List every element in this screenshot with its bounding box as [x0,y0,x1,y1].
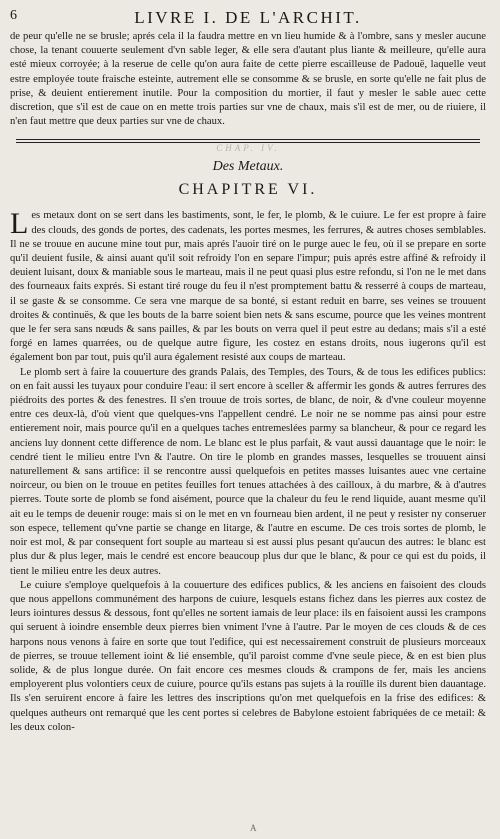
body-paragraph-lead: Le plomb sert à faire la couuerture des grands Palais, des Temples, des Tours, & de tous les edifices publics: on en fait aussi les tuyaux pour conduire l'eau: il sert encore à sceller & affermir les gonds & autres ferrures des piédroits des portes & des fenestres. Il s'en trouue de trois sortes, de blanc, de noir, & d'vne couleur moyenne entre ces deux-là, d'où vient que quelques-vns l'appellent cendré. Le noir ne se nomme pas ainsi pour estre entierement noir, mais pource qu'il en a quelques taches entremeslées parmy sa blancheur, & pour ce regard les anciens luy donnent cette difference de nom. Le blanc est le plus parfait, & vaut aussi dauantage que le noir: le cendré tient le milieu entre l'vn & l'autre. On tire le plomb en grandes masses, lesquelles se trouuent ainsi naturellement & sans artifice: il se rencontre aussi quelquefois en petites masses luisantes auec vne certaine noirceur, ou bien on le trouue en petites feuilles fort tenues attachées à des cailloux, à du marbre, & à d'autres pierres. Toute sorte de plomb se fond aisément, pource que la chaleur du feu le rend liquide, auant mesme qu'il ait eu le temps de deuenir rouge: mais si on le met en vn fourneau bien ardent, il ne peut y resister ny conseruer son espece, tellement qu'vne partie se change en litarge, & l'autre en escume. De ces trois sortes de plomb, le noir est mol, & par consequent fort souple au marteau si est aussi plus pesant qu'aucun des autres: le blanc est plus dur & plus leger, mais le cendré est encore beaucoup plus dur que le blanc, & pour ce qui est du poids, il tient le milieu entre les deux autres. [10,366,486,577]
section-title: Des Metaux. [212,159,284,175]
section-divider [16,139,480,140]
bleed-through-text: CHAP. IV. [216,143,280,154]
signature-mark: A [250,823,257,833]
intro-paragraph: de peur qu'elle ne se brusle; aprés cela il la faudra mettre en vn lieu humide & à l'ombre, sans y mesler aucune chose, la tenant couuerte seulement d'vn sable leger, & elle sera d'autant plus liante & meilleure, qu'elle aura esté mieux corroyée; à la reserue de celle qu'on aura faite de cette pierre escailleuse de Padouë, laquelle veut estre employée toute fraische esteinte, autrement elle se consomme & se brusle, en sorte qu'elle ne fait plus de prise, & deuient entierement inutile. Pour la composition du mortier, il faut y mesler le sable auec cette discretion, que s'il est de caue on en mette trois parties sur vne de chaux, mais s'il est de mer, ou de riuiere, il n'en faut mettre que deux parties sur vne de chaux. [10,31,486,128]
body-paragraph-copper: Le cuiure s'employe quelquefois à la couuerture des edifices publics, & les anciens en faisoient des clouds que nous appellons communément des harpons de cuiure, lesquels estans fichez dans les pierres aux costez de leurs iointures dessus & dessous, font qu'elles ne sortent iamais de leur place: ils en faisoient aussi les crampons qui seruent à ioindre ensemble deux pierres bien vniment l'vne à l'autre. Par le moyen de ces clouds & de ces harpons nous venons à faire en sorte que tout l'edifice, qui est necessairement construit de plusieurs morceaux de pierres, se trouue tellement ioint & lié ensemble, qu'il paroist comme d'vne seule piece, & en est bien plus solide, & de plus longue durée. On fait encore ces mesmes clouds & crampons de fer, mais les anciens employerent plus volontiers ceux de cuiure, pource qu'ils estans pas sujets à la rouïlle ils durent bien dauantage. Ils s'en seruirent encore à faire les lettres des inscriptions qu'on met quelquefois en la frise des edifices: & quelques autheurs ont remarqué que les cent portes si celebres de Babylone estoient fabriquées de ce metail: & les deux colon- [10,579,486,733]
page-footer [0,823,500,837]
page-number: 6 [10,8,17,23]
running-title: LIVRE I. DE L'ARCHIT. [134,8,362,27]
body-paragraph-iron: Les metaux dont on se sert dans les bastiments, sont, le fer, le plomb, & le cuiure. Le fer est propre à faire des clouds, des gonds de portes, des cadenats, les portes mesmes, les ferrures, & autres choses semblables. Il ne se trouue en aucune mine tout pur, mais aprés l'auoir tiré on le purge auec le feu, où il se prepare en sorte qu'il deuient fusile, & ainsi auant qu'il soit refroidy l'on en separe l'impur; puis aprés estre affiné & refroidy il deuient luisant, doux & maniable sous le marteau, mais il ne peut quasi plus estre refondu, si l'on ne le met dans des fourneaux faits exprés. Si estant tiré rouge du feu il n'est promptement battu & resserré à coups de marteau, il se gaste & se consomme. Ce sera vne marque de sa bonté, si estant reduit en barre, ses veines se trouuent droites & continuës, & que les bouts de la barre soient bien nets & sans escume, pource que les veines montrent que le fer sera sans nœuds & sans pailles, & par les bouts on verra quel il peut estre au dedans; mais s'il a esté forgé en lames quarrées, ou de quelque autre figure, les costez en estans droits, nous iugerons qu'il est également bon par tout, puis qu'il aura également resisté aux coups de marteau. [10,207,486,364]
page-header [10,8,486,30]
chapter-title: CHAPITRE VI. [178,181,318,199]
